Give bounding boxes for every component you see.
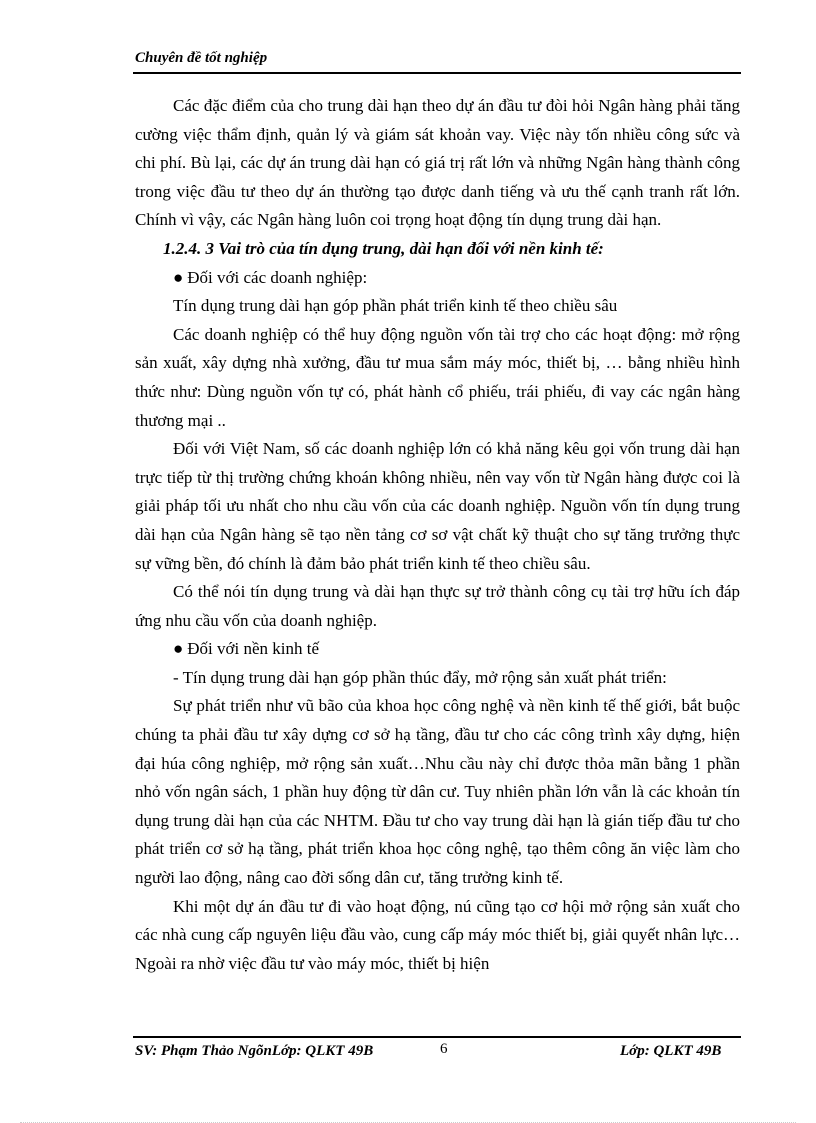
document-body [135, 92, 740, 978]
header-title: Chuyên đề tốt nghiệp [135, 50, 268, 66]
bullet-icon: ● [173, 267, 184, 287]
bullet-label: Đối với nền kinh tế [187, 639, 320, 659]
paragraph-6: - Tín dụng trung dài hạn góp phần thúc đẩy, mở rộng sản xuất phát triển: [173, 667, 667, 687]
header-divider [133, 72, 741, 74]
bullet-label: Đối với các doanh nghiệp: [187, 267, 368, 287]
footer-student: SV: Phạm Thảo NgõnLớp: QLKT 49B [135, 1043, 374, 1059]
paragraph-8: Khi một dự án đầu tư đi vào hoạt động, nú cũng tạo cơ hội mở rộng sản xuất cho các nhà cung cấp nguyên liệu đầu vào, cung cấp máy móc thiết bị, giải quyết nhân lực… Ngoài ra nhờ việc đầu tư vào máy móc, thiết bị hiện [135, 896, 740, 973]
bullet-enterprises [135, 264, 740, 293]
bullet-economy [135, 635, 740, 664]
paragraph-5: Có thể nói tín dụng trung và dài hạn thực sự trở thành công cụ tài trợ hữu ích đáp ứng nhu cầu vốn của doanh nghiệp. [135, 582, 740, 630]
page-number: 6 [440, 1041, 448, 1057]
bullet-icon: ● [173, 639, 184, 659]
paragraph-2: Tín dụng trung dài hạn góp phần phát triển kinh tế theo chiều sâu [173, 296, 618, 316]
footer-divider [133, 1036, 741, 1038]
paragraph-3: Các doanh nghiệp có thể huy động nguồn vốn tài trợ cho các hoạt động: mở rộng sản xuất, xây dựng nhà xưởng, đầu tư mua sắm máy móc, thiết bị, … bằng nhiều hình thức như: Dùng nguồn vốn tự có, phát hành cổ phiếu, trái phiếu, đi vay các ngân hàng thương mại .. [135, 324, 740, 430]
footer-class: Lớp: QLKT 49B [620, 1043, 722, 1059]
paragraph-4: Đối với Việt Nam, số các doanh nghiệp lớn có khả năng kêu gọi vốn trung dài hạn trực tiếp từ thị trường chứng khoán không nhiều, nên vay vốn từ Ngân hàng được coi là giải pháp tối ưu nhất cho nhu cầu vốn của các doanh nghiệp. Nguồn vốn tín dụng trung dài hạn của Ngân hàng sẽ tạo nền tảng cơ sơ vật chất kỹ thuật cho sự tăng trưởng thực sự vững bền, đó chính là đảm bảo phát triển kinh tế theo chiều sâu. [135, 439, 740, 573]
paragraph-1: Các đặc điểm của cho trung dài hạn theo dự án đầu tư đòi hỏi Ngân hàng phải tăng cường việc thẩm định, quản lý và giám sát khoản vay. Việc này tốn nhiều công sức và chi phí. Bù lại, các dự án trung dài hạn có giá trị rất lớn và những Ngân hàng thành công trong việc đầu tư theo dự án thường tạo được danh tiếng và ưu thế cạnh tranh rất lớn. Chính vì vậy, các Ngân hàng luôn coi trọng hoạt động tín dụng trung dài hạn. [135, 96, 740, 230]
section-heading: 1.2.4. 3 Vai trò của tín dụng trung, dài hạn đối với nền kinh tế: [163, 238, 604, 258]
paragraph-7: Sự phát triển như vũ bão của khoa học công nghệ và nền kinh tế thế giới, bắt buộc chúng ta phải đầu tư xây dựng cơ sở hạ tầng, đầu tư cho các công trình xây dựng, hiện đại húa công nghiệp, mở rộng sản xuất…Nhu cầu này chỉ được thỏa mãn bằng 1 phần nhỏ vốn ngân sách, 1 phần huy động từ dân cư. Tuy nhiên phần lớn vẫn là các khoản tín dụng trung dài hạn của các NHTM. Đầu tư cho vay trung dài hạn là gián tiếp đầu tư cho phát triển cơ sở hạ tầng, phát triển khoa học công nghệ, tạo thêm công ăn việc làm cho người lao động, nâng cao đời sống dân cư, tăng trưởng kinh tế. [135, 696, 740, 888]
